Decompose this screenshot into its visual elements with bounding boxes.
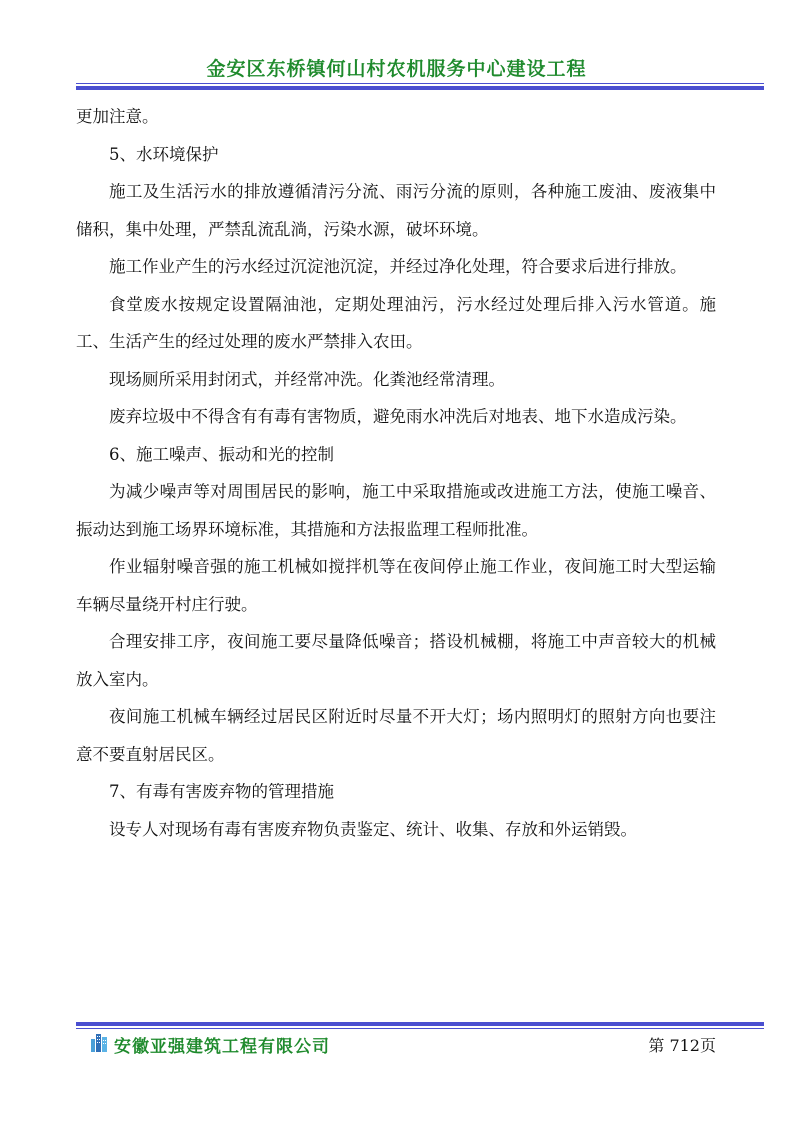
body-paragraph: 夜间施工机械车辆经过居民区附近时尽量不开大灯；场内照明灯的照射方向也要注意不要直射居民区。 <box>76 707 716 764</box>
body-paragraph: 作业辐射噪音强的施工机械如搅拌机等在夜间停止施工作业，夜间施工时大型运输车辆尽量绕开村庄行驶。 <box>76 557 716 614</box>
header-rule-thin <box>76 83 764 84</box>
body-paragraph: 现场厕所采用封闭式，并经常冲洗。化粪池经常清理。 <box>109 369 505 389</box>
header-rule-thick <box>76 86 764 90</box>
header-title: 金安区东桥镇何山村农机服务中心建设工程 <box>206 58 587 80</box>
body-paragraph: 更加注意。 <box>76 107 159 126</box>
company-name: 安徽亚强建筑工程有限公司 <box>114 1037 330 1057</box>
building-logo-icon <box>90 1033 108 1052</box>
body-paragraph: 6、施工噪声、振动和光的控制 <box>109 444 334 464</box>
page-number: 第 712页 <box>648 1036 716 1055</box>
page-footer <box>80 1031 720 1055</box>
document-body <box>76 98 716 848</box>
body-paragraph: 废弃垃圾中不得含有有毒有害物质，避免雨水冲洗后对地表、地下水造成污染。 <box>109 407 687 426</box>
body-paragraph: 7、有毒有害废弃物的管理措施 <box>109 782 334 801</box>
body-paragraph: 食堂废水按规定设置隔油池，定期处理油污，污水经过处理后排入污水管道。施工、生活产生的经过处理的废水严禁排入农田。 <box>76 294 716 351</box>
body-paragraph: 为减少噪声等对周围居民的影响，施工中采取措施或改进施工方法，使施工噪音、振动达到施工场界环境标准，其措施和方法报监理工程师批准。 <box>76 482 716 539</box>
body-paragraph: 设专人对现场有毒有害废弃物负责鉴定、统计、收集、存放和外运销毁。 <box>109 819 637 839</box>
body-paragraph: 合理安排工序，夜间施工要尽量降低噪音；搭设机械棚，将施工中声音较大的机械放入室内。 <box>76 632 716 689</box>
body-paragraph: 施工作业产生的污水经过沉淀池沉淀，并经过净化处理，符合要求后进行排放。 <box>109 257 687 276</box>
body-paragraph: 5、水环境保护 <box>109 144 219 164</box>
body-paragraph: 施工及生活污水的排放遵循清污分流、雨污分流的原则，各种施工废油、废液集中储积，集中处理，严禁乱流乱淌，污染水源，破坏环境。 <box>76 182 716 239</box>
footer-rule-thick <box>76 1022 764 1026</box>
footer-rule-thin <box>76 1028 764 1029</box>
